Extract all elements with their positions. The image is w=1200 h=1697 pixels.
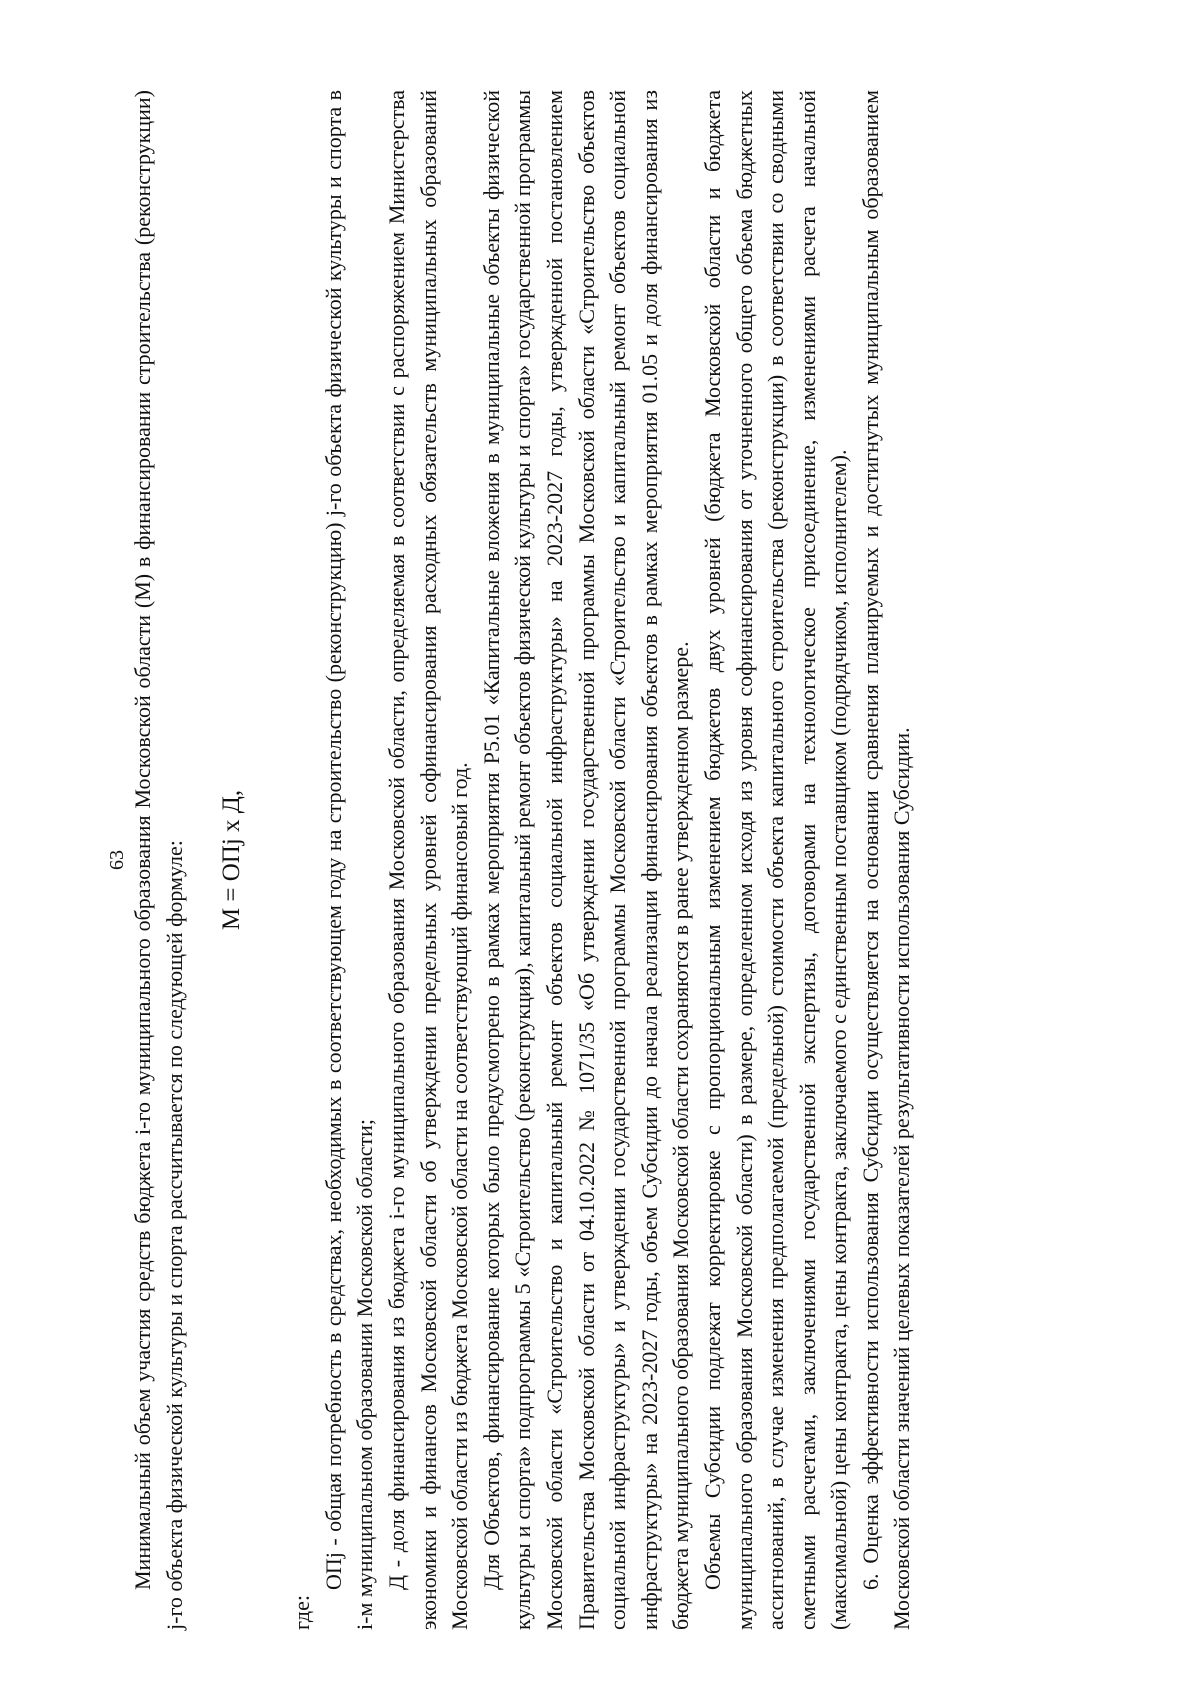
definition-d: Д - доля финансирования из бюджета i-го муниципального образования Московской области, определяемая в соответствии с распоряжением Министерства экономики и финансов Московской области об утверждении предельных уровней софинансирования расходных обязательств муниципальных образований Московской области из бюджета Московской области на соответствующий финансовый год.	[383, 90, 473, 1630]
paragraph-evaluation: 6. Оценка эффективности использования Субсидии осуществляется на основании сравнения планируемых и достигнутых муниципальным образованием Московской области значений целевых показателей результативности использования Субсидии.	[857, 90, 915, 1630]
text-block	[127, 90, 918, 1630]
paragraph-where: где:	[289, 1595, 315, 1630]
paragraph-intro: Минимальный объем участия средств бюджета i-го муниципального образования Московской области (М) в финансировании строительства (реконструкции) j-го объекта физической культуры и спорта рассчитывается по следующей формуле:	[130, 90, 187, 1630]
rotated-page-content	[105, 90, 1095, 1630]
paragraph-volumes: Объемы Субсидии подлежат корректировке с пропорциональным изменением бюджетов двух уровней (бюджета Московской области и бюджета муниципального образования Московской области) в размере, определенном исходя из уровня софинансирования от уточненного общего объема бюджетных ассигнований, в случае изменения предполагаемой (предельной) стоимости объекта капитального строительства (реконструкции) в соответствии со сводными сметными расчетами, заключениями государственной экспертизы, договорами на технологическое присоединение, изменениями расчета начальной (максимальной) цены контракта, цены контракта, заключаемого с единственным поставщиком (подрядчиком, исполнителем).	[699, 90, 852, 1630]
paragraph-objects: Для Объектов, финансирование которых было предусмотрено в рамках мероприятия Р5.01 «Капитальные вложения в муниципальные объекты физической культуры и спорта» подпрограммы 5 «Строительство (реконструкция), капитальный ремонт объектов физической культуры и спорта» государственной программы Московской области «Строительство и капитальный ремонт объектов социальной инфраструктуры» на 2023-2027 годы, утвержденной постановлением Правительства Московской области от 04.10.2022 № 1071/35 «Об утверждении государственной программы Московской области «Строительство объектов социальной инфраструктуры» и утверждении государственной программы Московской области «Строительство и капитальный ремонт объектов социальной инфраструктуры» на 2023-2027 годы, объем Субсидии до начала реализации финансирования объектов в рамках мероприятия 01.05 и доля финансирования из бюджета муниципального образования Московской области сохраняются в ранее утвержденном размере.	[478, 90, 694, 1630]
definition-opj: ОПj - общая потребность в средствах, необходимых в соответствующем году на строительство (реконструкцию) j-го объекта физической культуры и спорта в i-м муниципальном образовании Московской области;	[320, 90, 378, 1630]
page-number: 63	[106, 850, 128, 870]
formula: М = ОПj х Д,	[218, 789, 246, 931]
